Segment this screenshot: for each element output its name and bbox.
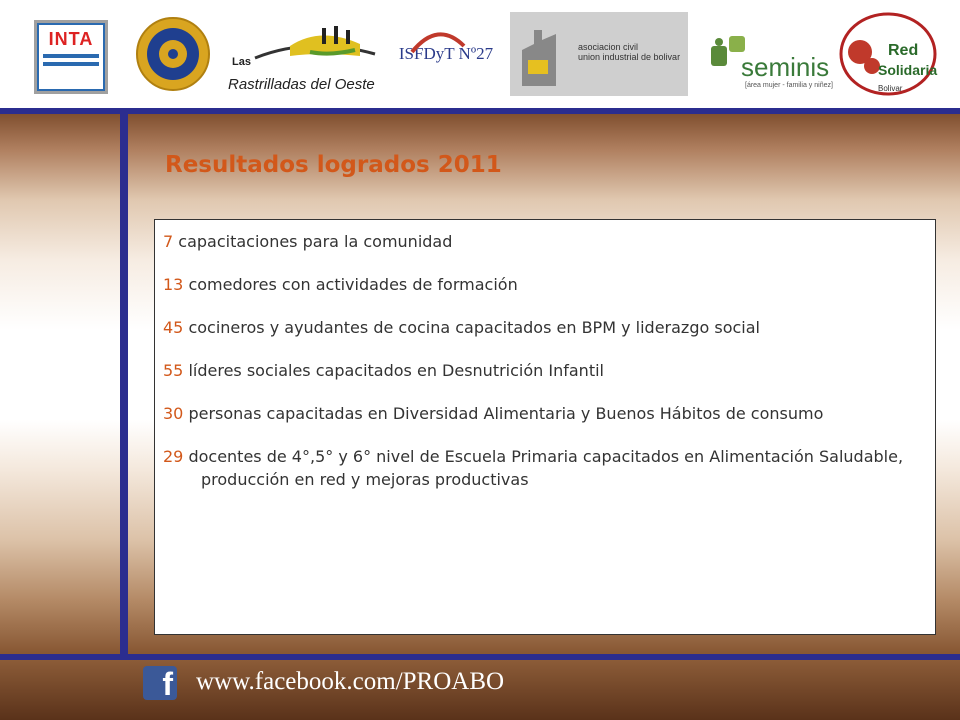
result-number: 45	[163, 318, 184, 337]
result-text: personas capacitadas en Diversidad Alimentaria y Buenos Hábitos de consumo	[188, 404, 824, 423]
results-panel	[154, 219, 936, 635]
result-item	[163, 359, 923, 382]
result-item	[163, 230, 923, 253]
result-text: comedores con actividades de formación	[188, 275, 518, 294]
isfdyt-arc-icon	[408, 26, 468, 56]
rastrilladas-main-text: Rastrilladas del Oeste	[228, 76, 375, 93]
red-solidaria-text-3: Bolivar	[878, 84, 903, 93]
result-text: docentes de 4°,5° y 6° nivel de Escuela Primaria capacitados en Alimentación Saludable, producción en red y mejoras productivas	[188, 447, 904, 489]
frame-vertical-line	[120, 114, 128, 720]
inta-logo-text: INTA	[48, 29, 94, 49]
result-text: líderes sociales capacitados en Desnutrición Infantil	[188, 361, 604, 380]
rastrilladas-logo	[220, 12, 390, 96]
red-solidaria-logo	[838, 12, 938, 96]
facebook-link[interactable]: www.facebook.com/PROABO	[196, 668, 505, 695]
red-solidaria-text-2: Solidaria	[878, 62, 938, 78]
isfdyt-logo	[398, 12, 494, 96]
results-list	[163, 230, 923, 511]
riders-icon	[250, 22, 380, 66]
result-text: capacitaciones para la comunidad	[178, 232, 453, 251]
result-number: 13	[163, 275, 184, 294]
result-item	[163, 316, 923, 339]
rotary-logo	[132, 12, 214, 96]
result-item	[163, 445, 923, 491]
slide-title: Resultados logrados 2011	[165, 152, 502, 178]
rotary-wheel-icon	[134, 15, 212, 93]
factory-icon	[516, 20, 576, 90]
union-industrial-text: asociacion civil union industrial de bolivar	[578, 42, 681, 62]
result-text: cocineros y ayudantes de cocina capacitados en BPM y liderazgo social	[188, 318, 760, 337]
union-industrial-logo	[510, 12, 688, 96]
result-number: 7	[163, 232, 174, 251]
facebook-glyph: f	[162, 666, 173, 700]
seminis-word: seminis	[741, 52, 830, 82]
seminis-subtitle: [área mujer - familia y niñez]	[745, 82, 833, 89]
frame-top-line	[0, 108, 960, 114]
logo-header	[0, 0, 960, 108]
result-number: 30	[163, 404, 184, 423]
isfdyt-text: ISFDyT Nº27	[398, 44, 494, 63]
result-item	[163, 273, 923, 296]
rastrilladas-small-text: Las	[232, 56, 251, 68]
seminis-logo	[705, 12, 831, 96]
result-number: 55	[163, 361, 184, 380]
result-number: 29	[163, 447, 184, 466]
inta-logo	[34, 20, 108, 94]
red-solidaria-text-1: Red	[888, 42, 919, 59]
facebook-icon[interactable]	[143, 666, 177, 700]
result-item	[163, 402, 923, 425]
